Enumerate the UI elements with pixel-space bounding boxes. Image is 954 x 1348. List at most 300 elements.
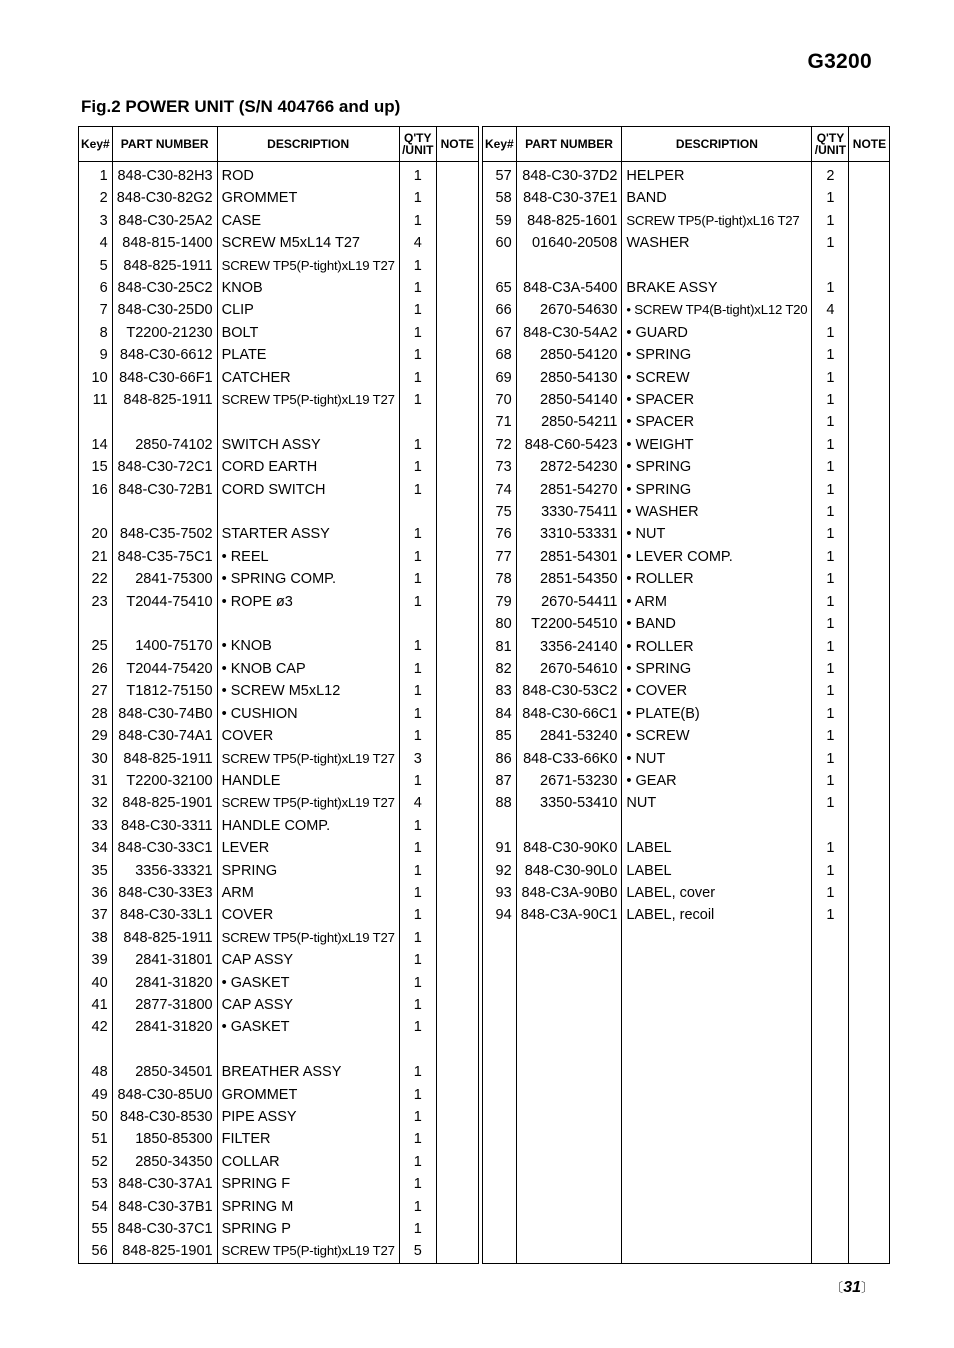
empty-cell bbox=[483, 1061, 517, 1083]
empty-cell bbox=[622, 1151, 812, 1173]
part-number-cell: 848-C33-66K0 bbox=[516, 748, 622, 770]
table-row bbox=[483, 187, 890, 209]
key-cell: 6 bbox=[79, 277, 113, 299]
key-cell: 5 bbox=[79, 255, 113, 277]
key-cell: 65 bbox=[483, 277, 517, 299]
qty-cell bbox=[399, 613, 436, 635]
qty-cell: 1 bbox=[812, 837, 849, 859]
key-cell: 30 bbox=[79, 748, 113, 770]
empty-cell bbox=[849, 1061, 890, 1083]
empty-cell bbox=[849, 1106, 890, 1128]
qty-cell: 1 bbox=[399, 344, 436, 366]
empty-cell bbox=[849, 1128, 890, 1150]
table-row bbox=[79, 1196, 479, 1218]
empty-cell bbox=[849, 994, 890, 1016]
table-row bbox=[79, 367, 479, 389]
table-row bbox=[483, 389, 890, 411]
description-cell: LABEL bbox=[622, 860, 812, 882]
part-number-cell: 848-825-1911 bbox=[112, 748, 217, 770]
qty-cell: 1 bbox=[399, 187, 436, 209]
key-cell: 3 bbox=[79, 210, 113, 232]
key-cell: 92 bbox=[483, 860, 517, 882]
table-row bbox=[79, 748, 479, 770]
empty-cell bbox=[849, 1195, 890, 1217]
note-cell bbox=[436, 1173, 478, 1195]
empty-cell bbox=[483, 927, 517, 949]
qty-cell: 1 bbox=[399, 882, 436, 904]
empty-cell bbox=[622, 1039, 812, 1061]
note-cell bbox=[436, 815, 478, 837]
qty-cell: 1 bbox=[399, 367, 436, 389]
key-cell: 77 bbox=[483, 546, 517, 568]
key-cell: 50 bbox=[79, 1106, 113, 1128]
qty-cell: 1 bbox=[399, 389, 436, 411]
table-row bbox=[79, 591, 479, 613]
part-number-cell: 2841-31820 bbox=[112, 972, 217, 994]
note-cell bbox=[849, 591, 890, 613]
note-cell bbox=[436, 344, 478, 366]
empty-cell bbox=[812, 927, 849, 949]
table-row bbox=[79, 904, 479, 926]
part-number-cell: 848-C30-37D2 bbox=[516, 162, 622, 188]
qty-cell: 1 bbox=[812, 456, 849, 478]
description-cell: WASHER bbox=[622, 232, 812, 254]
table-row bbox=[79, 299, 479, 321]
qty-cell: 1 bbox=[812, 748, 849, 770]
description-cell: LEVER bbox=[217, 837, 399, 859]
table-row bbox=[483, 680, 890, 702]
table-row bbox=[483, 232, 890, 254]
note-cell bbox=[436, 411, 478, 433]
col-description-header: DESCRIPTION bbox=[217, 127, 399, 162]
qty-cell: 4 bbox=[399, 792, 436, 814]
table-row bbox=[483, 748, 890, 770]
key-cell: 57 bbox=[483, 162, 517, 188]
description-cell: • GEAR bbox=[622, 770, 812, 792]
note-cell bbox=[436, 162, 478, 188]
empty-cell bbox=[812, 1240, 849, 1263]
key-cell: 67 bbox=[483, 322, 517, 344]
key-cell: 81 bbox=[483, 636, 517, 658]
table-row bbox=[483, 479, 890, 501]
description-cell: LABEL, cover bbox=[622, 882, 812, 904]
qty-cell: 1 bbox=[399, 568, 436, 590]
description-cell: SCREW M5xL14 T27 bbox=[217, 232, 399, 254]
note-cell bbox=[849, 546, 890, 568]
table-row bbox=[79, 882, 479, 904]
key-cell: 22 bbox=[79, 568, 113, 590]
qty-cell bbox=[399, 411, 436, 433]
table-row bbox=[79, 434, 479, 456]
note-cell bbox=[849, 456, 890, 478]
note-cell bbox=[436, 680, 478, 702]
note-cell bbox=[436, 1016, 478, 1038]
part-number-cell: 848-C30-37C1 bbox=[112, 1218, 217, 1240]
part-number-cell: 848-C30-6612 bbox=[112, 344, 217, 366]
note-cell bbox=[436, 882, 478, 904]
description-cell: HELPER bbox=[622, 162, 812, 188]
table-row bbox=[79, 972, 479, 994]
col-description-header: DESCRIPTION bbox=[622, 127, 812, 162]
qty-cell: 1 bbox=[399, 680, 436, 702]
empty-cell bbox=[849, 1240, 890, 1263]
description-cell: ARM bbox=[217, 882, 399, 904]
qty-cell: 1 bbox=[399, 904, 436, 926]
empty-cell bbox=[483, 1016, 517, 1038]
qty-cell: 1 bbox=[399, 815, 436, 837]
part-number-cell: T2044-75420 bbox=[112, 658, 217, 680]
qty-cell: 1 bbox=[812, 658, 849, 680]
table-row bbox=[483, 434, 890, 456]
empty-cell bbox=[516, 1061, 622, 1083]
table-row bbox=[483, 658, 890, 680]
description-cell: • GASKET bbox=[217, 972, 399, 994]
description-cell bbox=[217, 613, 399, 635]
table-row bbox=[79, 1084, 479, 1106]
key-cell bbox=[483, 255, 517, 277]
part-number-cell: 848-C60-5423 bbox=[516, 434, 622, 456]
description-cell: SCREW TP5(P-tight)xL19 T27 bbox=[217, 1240, 399, 1263]
part-number-cell: 1850-85300 bbox=[112, 1128, 217, 1150]
note-cell bbox=[436, 523, 478, 545]
empty-cell bbox=[812, 949, 849, 971]
note-cell bbox=[849, 904, 890, 926]
key-cell: 87 bbox=[483, 770, 517, 792]
part-number-cell: 848-825-1901 bbox=[112, 1240, 217, 1263]
qty-cell: 1 bbox=[399, 1173, 436, 1195]
key-cell: 28 bbox=[79, 703, 113, 725]
col-note-header: NOTE bbox=[849, 127, 890, 162]
empty-cell bbox=[483, 972, 517, 994]
key-cell: 52 bbox=[79, 1151, 113, 1173]
col-qty-header: Q'TY /UNIT bbox=[812, 127, 849, 162]
key-cell: 48 bbox=[79, 1061, 113, 1083]
table-row bbox=[483, 255, 890, 277]
empty-cell bbox=[516, 927, 622, 949]
part-number-cell: 2850-54211 bbox=[516, 411, 622, 433]
description-cell: • SCREW M5xL12 bbox=[217, 680, 399, 702]
table-row bbox=[483, 523, 890, 545]
table-row bbox=[79, 725, 479, 747]
note-cell bbox=[849, 367, 890, 389]
key-cell: 9 bbox=[79, 344, 113, 366]
table-row bbox=[483, 591, 890, 613]
empty-cell bbox=[516, 1106, 622, 1128]
description-cell: GROMMET bbox=[217, 187, 399, 209]
description-cell: GROMMET bbox=[217, 1084, 399, 1106]
key-cell: 70 bbox=[483, 389, 517, 411]
description-cell: • ROLLER bbox=[622, 636, 812, 658]
empty-row bbox=[483, 972, 890, 994]
note-cell bbox=[849, 680, 890, 702]
empty-row bbox=[483, 1039, 890, 1061]
part-number-cell: 848-C3A-5400 bbox=[516, 277, 622, 299]
table-row bbox=[79, 635, 479, 657]
part-number-cell: 2850-74102 bbox=[112, 434, 217, 456]
part-number-cell: 848-815-1400 bbox=[112, 232, 217, 254]
part-number-cell: 2872-54230 bbox=[516, 456, 622, 478]
key-cell: 74 bbox=[483, 479, 517, 501]
note-cell bbox=[849, 501, 890, 523]
description-cell: COVER bbox=[217, 725, 399, 747]
key-cell: 29 bbox=[79, 725, 113, 747]
note-cell bbox=[849, 232, 890, 254]
key-cell: 82 bbox=[483, 658, 517, 680]
key-cell: 42 bbox=[79, 1016, 113, 1038]
qty-cell: 1 bbox=[812, 613, 849, 635]
description-cell: FILTER bbox=[217, 1128, 399, 1150]
part-number-cell: 2850-54130 bbox=[516, 367, 622, 389]
note-cell bbox=[436, 725, 478, 747]
description-cell: SPRING P bbox=[217, 1218, 399, 1240]
part-number-cell: 848-C30-33L1 bbox=[112, 904, 217, 926]
part-number-cell: 848-C30-54A2 bbox=[516, 322, 622, 344]
note-cell bbox=[436, 1084, 478, 1106]
note-cell bbox=[436, 299, 478, 321]
key-cell: 91 bbox=[483, 837, 517, 859]
empty-cell bbox=[849, 972, 890, 994]
empty-cell bbox=[516, 1016, 622, 1038]
key-cell: 15 bbox=[79, 456, 113, 478]
note-cell bbox=[436, 1151, 478, 1173]
qty-cell: 1 bbox=[399, 1218, 436, 1240]
table-row bbox=[483, 501, 890, 523]
empty-cell bbox=[483, 1128, 517, 1150]
empty-cell bbox=[483, 1039, 517, 1061]
table-row bbox=[79, 1106, 479, 1128]
key-cell: 75 bbox=[483, 501, 517, 523]
part-number-cell: 848-C30-74B0 bbox=[112, 703, 217, 725]
note-cell bbox=[849, 479, 890, 501]
empty-cell bbox=[812, 1151, 849, 1173]
key-cell: 36 bbox=[79, 882, 113, 904]
empty-cell bbox=[483, 1195, 517, 1217]
key-cell: 53 bbox=[79, 1173, 113, 1195]
description-cell: CATCHER bbox=[217, 367, 399, 389]
key-cell: 76 bbox=[483, 523, 517, 545]
key-cell: 37 bbox=[79, 904, 113, 926]
note-cell bbox=[849, 187, 890, 209]
empty-cell bbox=[622, 1195, 812, 1217]
table-row bbox=[483, 367, 890, 389]
description-cell: • SPRING bbox=[622, 344, 812, 366]
qty-cell: 1 bbox=[812, 725, 849, 747]
note-cell bbox=[849, 636, 890, 658]
part-number-cell: 2841-75300 bbox=[112, 568, 217, 590]
empty-cell bbox=[516, 1039, 622, 1061]
page-number: 〔31〕 bbox=[830, 1279, 874, 1296]
note-cell bbox=[436, 434, 478, 456]
description-cell: • CUSHION bbox=[217, 703, 399, 725]
empty-row bbox=[483, 1061, 890, 1083]
qty-cell: 1 bbox=[812, 636, 849, 658]
description-cell: • WEIGHT bbox=[622, 434, 812, 456]
qty-cell: 1 bbox=[399, 479, 436, 501]
qty-cell: 1 bbox=[399, 434, 436, 456]
description-cell: • WASHER bbox=[622, 501, 812, 523]
table-row bbox=[483, 904, 890, 926]
col-qty-header: Q'TY /UNIT bbox=[399, 127, 436, 162]
key-cell: 73 bbox=[483, 456, 517, 478]
note-cell bbox=[849, 344, 890, 366]
qty-cell: 1 bbox=[812, 523, 849, 545]
part-number-cell: 01640-20508 bbox=[516, 232, 622, 254]
empty-cell bbox=[483, 994, 517, 1016]
empty-row bbox=[483, 927, 890, 949]
empty-row bbox=[483, 1084, 890, 1106]
table-row bbox=[79, 210, 479, 232]
key-cell: 84 bbox=[483, 703, 517, 725]
note-cell bbox=[436, 1039, 478, 1061]
part-number-cell: 848-C30-37B1 bbox=[112, 1196, 217, 1218]
note-cell bbox=[849, 882, 890, 904]
key-cell: 23 bbox=[79, 591, 113, 613]
table-row bbox=[483, 344, 890, 366]
qty-cell: 1 bbox=[399, 1016, 436, 1038]
note-cell bbox=[849, 389, 890, 411]
table-row bbox=[483, 703, 890, 725]
table-row bbox=[79, 658, 479, 680]
description-cell: SPRING M bbox=[217, 1196, 399, 1218]
key-cell: 94 bbox=[483, 904, 517, 926]
part-number-cell: 848-C30-90K0 bbox=[516, 837, 622, 859]
part-number-cell: 2841-31820 bbox=[112, 1016, 217, 1038]
part-number-cell: 848-825-1601 bbox=[516, 210, 622, 232]
table-row bbox=[79, 344, 479, 366]
part-number-cell: T2200-21230 bbox=[112, 322, 217, 344]
note-cell bbox=[436, 1196, 478, 1218]
qty-cell: 1 bbox=[399, 299, 436, 321]
empty-row bbox=[483, 1173, 890, 1195]
note-cell bbox=[436, 860, 478, 882]
description-cell: HANDLE COMP. bbox=[217, 815, 399, 837]
key-cell: 56 bbox=[79, 1240, 113, 1263]
empty-cell bbox=[622, 1173, 812, 1195]
qty-cell: 1 bbox=[399, 162, 436, 188]
note-cell bbox=[436, 927, 478, 949]
part-number-cell: T1812-75150 bbox=[112, 680, 217, 702]
description-cell: • NUT bbox=[622, 523, 812, 545]
qty-cell: 1 bbox=[399, 770, 436, 792]
key-cell: 86 bbox=[483, 748, 517, 770]
part-number-cell: 2850-54120 bbox=[516, 344, 622, 366]
note-cell bbox=[436, 748, 478, 770]
empty-row bbox=[483, 949, 890, 971]
description-cell: SCREW TP5(P-tight)xL19 T27 bbox=[217, 748, 399, 770]
part-number-cell: 848-C30-37E1 bbox=[516, 187, 622, 209]
part-number-cell: 2851-54350 bbox=[516, 568, 622, 590]
empty-cell bbox=[483, 1084, 517, 1106]
description-cell: • REEL bbox=[217, 546, 399, 568]
part-number-cell: 2851-54270 bbox=[516, 479, 622, 501]
note-cell bbox=[849, 411, 890, 433]
qty-cell: 1 bbox=[399, 703, 436, 725]
key-cell: 78 bbox=[483, 568, 517, 590]
description-cell: COVER bbox=[217, 904, 399, 926]
note-cell bbox=[436, 770, 478, 792]
qty-cell: 1 bbox=[399, 523, 436, 545]
description-cell: • SCREW TP4(B-tight)xL12 T20 bbox=[622, 299, 812, 321]
qty-cell: 1 bbox=[812, 277, 849, 299]
key-cell: 58 bbox=[483, 187, 517, 209]
key-cell: 49 bbox=[79, 1084, 113, 1106]
description-cell bbox=[217, 501, 399, 523]
note-cell bbox=[436, 479, 478, 501]
part-number-cell bbox=[112, 501, 217, 523]
note-cell bbox=[436, 277, 478, 299]
description-cell: • BAND bbox=[622, 613, 812, 635]
col-note-header: NOTE bbox=[436, 127, 478, 162]
part-number-cell: 848-C30-25D0 bbox=[112, 299, 217, 321]
table-row bbox=[79, 389, 479, 411]
table-row bbox=[79, 860, 479, 882]
table-row bbox=[79, 568, 479, 590]
table-row bbox=[483, 277, 890, 299]
part-number-cell: 848-C35-7502 bbox=[112, 523, 217, 545]
part-number-cell bbox=[112, 411, 217, 433]
empty-cell bbox=[812, 994, 849, 1016]
part-number-cell: 2850-34350 bbox=[112, 1151, 217, 1173]
empty-cell bbox=[622, 1240, 812, 1263]
description-cell: BAND bbox=[622, 187, 812, 209]
table-row bbox=[79, 703, 479, 725]
note-cell bbox=[849, 725, 890, 747]
part-number-cell: 848-C30-72B1 bbox=[112, 479, 217, 501]
key-cell: 79 bbox=[483, 591, 517, 613]
qty-cell bbox=[812, 255, 849, 277]
table-row bbox=[483, 882, 890, 904]
part-number-cell: 848-825-1911 bbox=[112, 389, 217, 411]
key-cell: 93 bbox=[483, 882, 517, 904]
empty-cell bbox=[622, 949, 812, 971]
description-cell bbox=[622, 815, 812, 837]
description-cell: ROD bbox=[217, 162, 399, 188]
key-cell: 32 bbox=[79, 792, 113, 814]
key-cell: 10 bbox=[79, 367, 113, 389]
key-cell bbox=[79, 1039, 113, 1061]
key-cell: 1 bbox=[79, 162, 113, 188]
key-cell bbox=[79, 411, 113, 433]
qty-cell: 1 bbox=[399, 1106, 436, 1128]
table-row bbox=[79, 792, 479, 814]
description-cell: CORD EARTH bbox=[217, 456, 399, 478]
key-cell: 59 bbox=[483, 210, 517, 232]
table-row bbox=[79, 456, 479, 478]
key-cell: 71 bbox=[483, 411, 517, 433]
table-row bbox=[483, 613, 890, 635]
key-cell: 20 bbox=[79, 523, 113, 545]
part-number-cell: 848-825-1911 bbox=[112, 255, 217, 277]
empty-cell bbox=[516, 1084, 622, 1106]
description-cell: STARTER ASSY bbox=[217, 523, 399, 545]
qty-cell bbox=[812, 815, 849, 837]
description-cell: PIPE ASSY bbox=[217, 1106, 399, 1128]
table-row bbox=[79, 322, 479, 344]
empty-row bbox=[483, 1151, 890, 1173]
qty-cell: 1 bbox=[399, 860, 436, 882]
table-row bbox=[79, 949, 479, 971]
description-cell: • GUARD bbox=[622, 322, 812, 344]
key-cell: 16 bbox=[79, 479, 113, 501]
key-cell: 83 bbox=[483, 680, 517, 702]
note-cell bbox=[849, 162, 890, 188]
description-cell: SPRING F bbox=[217, 1173, 399, 1195]
qty-cell: 1 bbox=[812, 411, 849, 433]
table-row bbox=[483, 456, 890, 478]
qty-cell: 1 bbox=[399, 1084, 436, 1106]
description-cell: • LEVER COMP. bbox=[622, 546, 812, 568]
note-cell bbox=[849, 770, 890, 792]
